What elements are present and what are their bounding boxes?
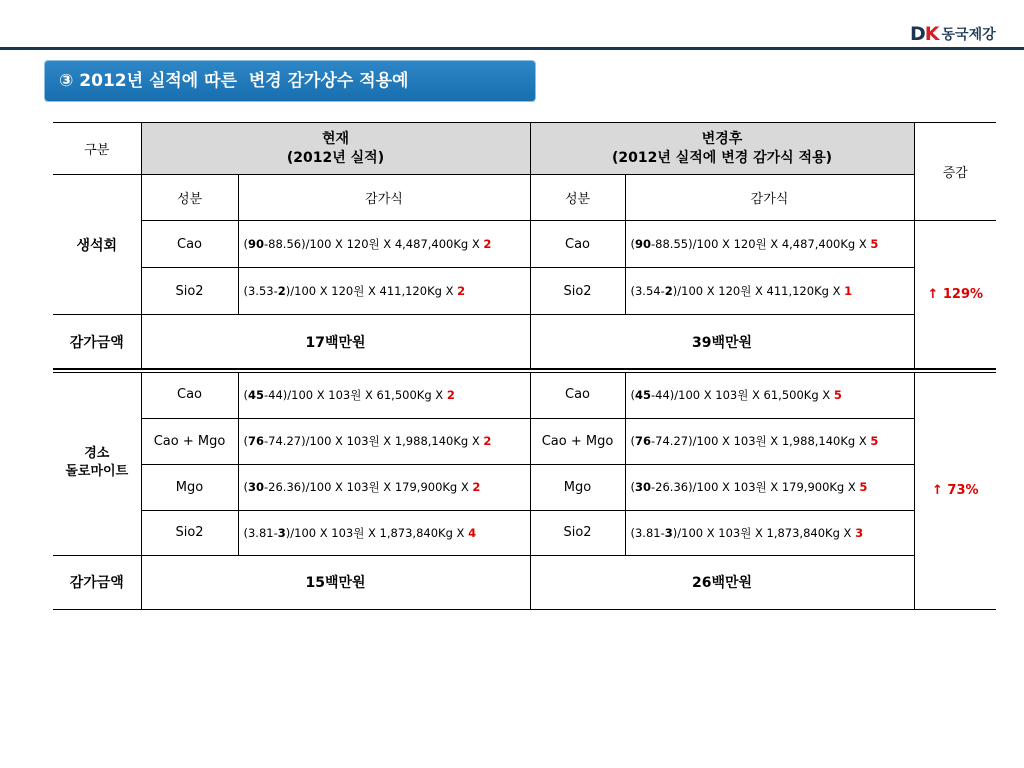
section2-total-label: 감가금액 <box>53 555 141 609</box>
header-component-after: 성분 <box>530 175 625 221</box>
table-cell-component: Cao <box>530 221 625 268</box>
table-cell-formula: (30-26.36)/100 X 103원 X 179,900Kg X 5 <box>625 464 914 510</box>
table-cell-formula: (3.81-3)/100 X 103원 X 1,873,840Kg X 3 <box>625 510 914 555</box>
table-cell-component: Cao + Mgo <box>530 418 625 464</box>
company-logo <box>910 22 996 46</box>
table-cell-component: Sio2 <box>141 510 238 555</box>
table-cell-formula: (76-74.27)/100 X 103원 X 1,988,140Kg X 2 <box>238 418 530 464</box>
header-formula-current: 감가식 <box>238 175 530 221</box>
header-component-current: 성분 <box>141 175 238 221</box>
header-formula-after: 감가식 <box>625 175 914 221</box>
top-rule <box>0 47 1024 50</box>
table-cell-component: Cao <box>530 372 625 418</box>
logo-name: 동국제강 <box>941 27 996 43</box>
table-cell-component: Sio2 <box>141 268 238 315</box>
table-cell-component: Mgo <box>530 464 625 510</box>
table-cell-formula: (45-44)/100 X 103원 X 61,500Kg X 5 <box>625 372 914 418</box>
header-category: 구분 <box>53 123 141 175</box>
table-cell-formula: (30-26.36)/100 X 103원 X 179,900Kg X 2 <box>238 464 530 510</box>
section1-change: ↑ 129% <box>914 221 996 369</box>
table-cell-formula: (90-88.56)/100 X 120원 X 4,487,400Kg X 2 <box>238 221 530 268</box>
table-cell-component: Sio2 <box>530 510 625 555</box>
table-cell-component: Sio2 <box>530 268 625 315</box>
table-cell-formula: (3.54-2)/100 X 120원 X 411,120Kg X 1 <box>625 268 914 315</box>
table-cell-component: Cao + Mgo <box>141 418 238 464</box>
table-cell-component: Cao <box>141 372 238 418</box>
quicklime-table <box>53 122 996 369</box>
table-separator <box>53 369 996 370</box>
table-cell-formula: (76-74.27)/100 X 103원 X 1,988,140Kg X 5 <box>625 418 914 464</box>
slide-title: ③ 2012년 실적에 따른 변경 감가상수 적용예 <box>45 61 535 101</box>
section1-total-label: 감가금액 <box>53 315 141 369</box>
table-cell-formula: (3.53-2)/100 X 120원 X 411,120Kg X 2 <box>238 268 530 315</box>
table-cell-formula: (45-44)/100 X 103원 X 61,500Kg X 2 <box>238 372 530 418</box>
section1-total-after: 39백만원 <box>530 315 914 369</box>
up-arrow-icon: ↑ <box>931 482 943 498</box>
dolomite-table <box>53 372 996 610</box>
logo-mark: DK <box>910 23 939 45</box>
section2-change: ↑ 73% <box>914 372 996 609</box>
section1-total-current: 17백만원 <box>141 315 530 369</box>
section2-label: 경소 돌로마이트 <box>53 372 141 555</box>
header-change: 증감 <box>914 123 996 221</box>
header-after: 변경후 (2012년 실적에 변경 감가식 적용) <box>530 123 914 175</box>
section2-total-after: 26백만원 <box>530 555 914 609</box>
table-cell-formula: (90-88.55)/100 X 120원 X 4,487,400Kg X 5 <box>625 221 914 268</box>
section1-label: 생석회 <box>53 175 141 315</box>
section2-total-current: 15백만원 <box>141 555 530 609</box>
table-cell-component: Mgo <box>141 464 238 510</box>
header-current: 현재 (2012년 실적) <box>141 123 530 175</box>
table-cell-formula: (3.81-3)/100 X 103원 X 1,873,840Kg X 4 <box>238 510 530 555</box>
table-cell-component: Cao <box>141 221 238 268</box>
up-arrow-icon: ↑ <box>927 287 939 302</box>
